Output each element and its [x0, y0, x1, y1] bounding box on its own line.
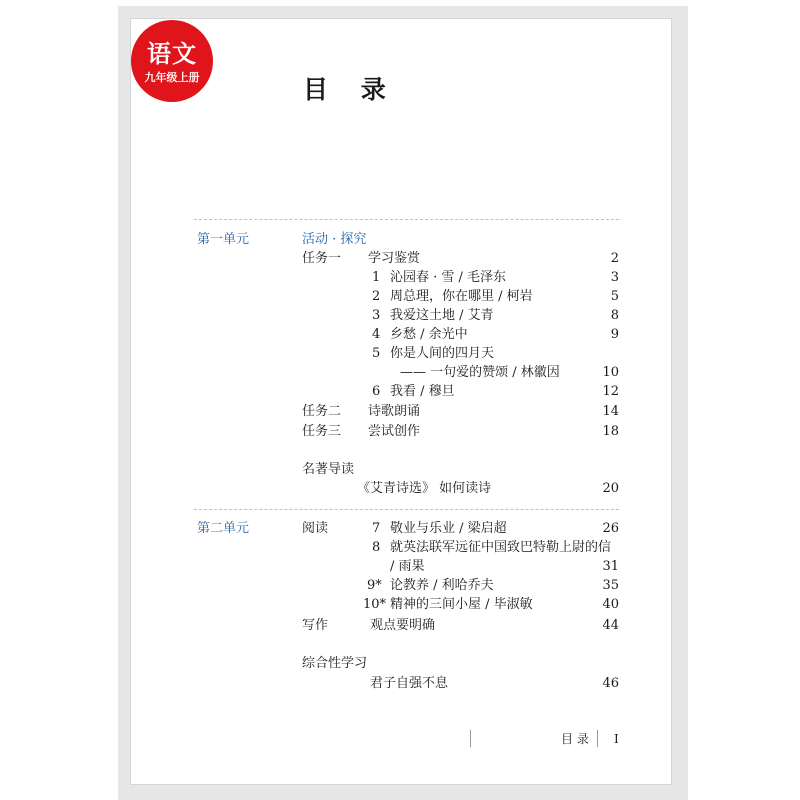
- lesson-page: 31: [602, 559, 619, 574]
- task2-page: 14: [602, 404, 619, 419]
- task3-label: 任务三: [302, 424, 342, 439]
- lesson-number: 10*: [363, 597, 387, 612]
- unit1-label: 第一单元: [197, 232, 250, 247]
- reading-heading: 阅读: [302, 521, 329, 536]
- lesson-number: 8: [372, 540, 381, 555]
- lesson-title: 沁园春 · 雪 / 毛泽东: [390, 270, 507, 285]
- integrated-title: 君子自强不息: [370, 676, 449, 691]
- unit1-divider: [194, 219, 619, 220]
- lesson-page: 26: [602, 521, 619, 536]
- lesson-number: 5: [372, 346, 381, 361]
- lesson-subtitle: —— 一句爱的赞颂 / 林徽因: [400, 365, 560, 380]
- lesson-title: 敬业与乐业 / 梁启超: [390, 521, 507, 536]
- lesson-page: 3: [610, 270, 619, 285]
- lesson-number: 4: [372, 327, 381, 342]
- lesson-title: 我看 / 穆旦: [390, 384, 455, 399]
- integrated-heading: 综合性学习: [302, 656, 368, 671]
- lesson-number: 3: [372, 308, 381, 323]
- lesson-number: 7: [372, 521, 381, 536]
- lesson-title: 精神的三间小屋 / 毕淑敏: [390, 597, 533, 612]
- badge-subject: 语文: [147, 40, 197, 68]
- lesson-page: 12: [602, 384, 619, 399]
- unit2-divider: [194, 509, 619, 510]
- lesson-page: 8: [610, 308, 619, 323]
- lesson-title: 就英法联军远征中国致巴特勒上尉的信: [390, 540, 612, 555]
- task1-page: 2: [610, 251, 619, 266]
- lesson-page: 35: [602, 578, 619, 593]
- lesson-page: 10: [602, 365, 619, 380]
- lesson-number: 2: [372, 289, 381, 304]
- writing-heading: 写作: [302, 618, 329, 633]
- lesson-number: 6: [372, 384, 381, 399]
- book-page: [130, 18, 672, 785]
- task1-name: 学习鉴赏: [368, 251, 421, 266]
- subject-badge: [131, 20, 213, 102]
- lesson-page: 9: [610, 327, 619, 342]
- integrated-page: 46: [602, 676, 619, 691]
- footer-page-number: I: [614, 732, 619, 746]
- footer-label: 目 录: [561, 732, 589, 746]
- writing-page: 44: [602, 618, 619, 633]
- writing-title: 观点要明确: [370, 618, 436, 633]
- footer-divider: [597, 730, 598, 747]
- unit2-label: 第二单元: [197, 521, 250, 536]
- lesson-title: 我爱这土地 / 艾青: [390, 308, 494, 323]
- lesson-title: 论教养 / 利哈乔夫: [390, 578, 494, 593]
- lesson-title: 周总理，你在哪里 / 柯岩: [390, 289, 533, 304]
- task2-label: 任务二: [302, 404, 342, 419]
- classics-page: 20: [602, 481, 619, 496]
- badge-grade: 九年级上册: [144, 71, 200, 84]
- lesson-title: 乡愁 / 余光中: [390, 327, 468, 342]
- task3-name: 尝试创作: [368, 424, 421, 439]
- lesson-number: 9*: [367, 578, 382, 593]
- task2-name: 诗歌朗诵: [368, 404, 421, 419]
- task3-page: 18: [602, 424, 619, 439]
- lesson-page: 40: [602, 597, 619, 612]
- page-title: 目 录: [303, 75, 398, 104]
- activity-heading: 活动 · 探究: [302, 232, 367, 247]
- lesson-number: 1: [372, 270, 381, 285]
- task1-label: 任务一: [302, 251, 342, 266]
- footer-divider: [470, 730, 471, 747]
- classics-heading: 名著导读: [302, 462, 355, 477]
- classics-title: 《艾青诗选》 如何读诗: [357, 481, 492, 496]
- lesson-author: / 雨果: [390, 559, 425, 574]
- lesson-page: 5: [610, 289, 619, 304]
- lesson-title: 你是人间的四月天: [390, 346, 495, 361]
